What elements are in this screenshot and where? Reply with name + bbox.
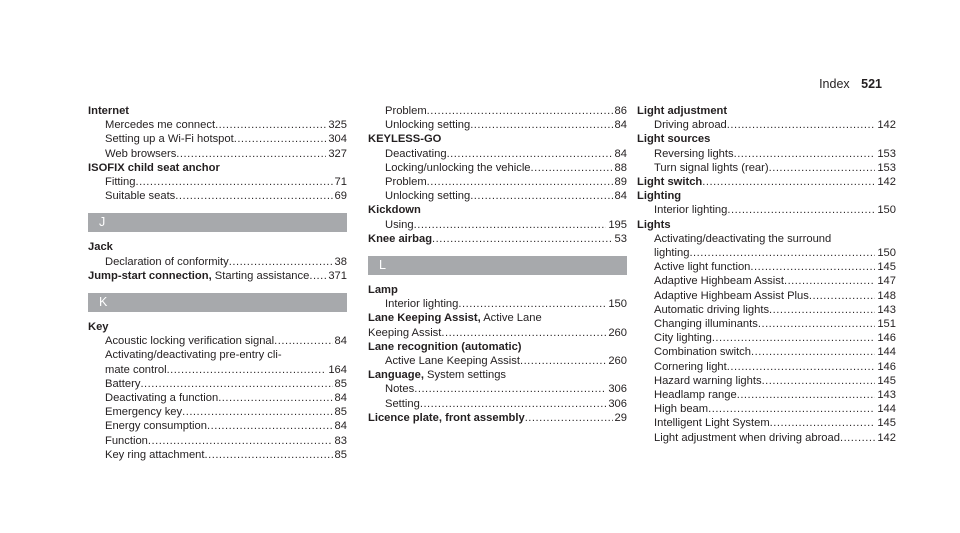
index-entry[interactable]: Headlamp range ..... 143 (637, 388, 896, 402)
index-entry[interactable]: Mercedes me connect ..... 325 (88, 118, 347, 132)
letter-section-bar-l: L (368, 256, 627, 275)
index-entry[interactable]: Interior lighting ..... 150 (637, 203, 896, 217)
index-entry[interactable]: Problem ..... 86 (368, 104, 627, 118)
index-entry[interactable]: Deactivating a function ..... 84 (88, 391, 347, 405)
entry-heading: Lane recognition (automatic) (368, 340, 522, 353)
index-entry[interactable]: City lighting ..... 146 (637, 331, 896, 345)
index-entry-heading-with-page[interactable]: Jump-start connection, Starting assistance ..... 371 (88, 269, 347, 283)
index-entry[interactable]: Emergency key ..... 85 (88, 405, 347, 419)
index-entry[interactable]: Setting ..... 306 (368, 397, 627, 411)
index-entry[interactable]: Hazard warning lights ..... 145 (637, 374, 896, 388)
index-column-1 (88, 104, 347, 462)
entry-heading-with-sub: Language, System settings (368, 369, 507, 382)
index-entry[interactable]: Active Lane Keeping Assist ..... 260 (368, 354, 627, 368)
index-column-3 (637, 104, 896, 445)
index-entry[interactable]: Turn signal lights (rear) ..... 153 (637, 161, 896, 175)
letter-section-bar-k: K (88, 293, 347, 312)
index-entry-heading-with-page[interactable]: Light switch ..... 142 (637, 175, 896, 189)
index-entry[interactable]: Unlocking setting ..... 84 (368, 189, 627, 203)
entry-heading: Key (88, 321, 109, 334)
letter-section-bar-j: J (88, 213, 347, 232)
index-entry[interactable]: Notes ..... 306 (368, 382, 627, 396)
index-entry[interactable]: Interior lighting ..... 150 (368, 297, 627, 311)
index-entry-continued: Activating/deactivating the surround (654, 232, 832, 245)
index-entry[interactable]: Battery ..... 85 (88, 377, 347, 391)
index-entry[interactable]: Adaptive Highbeam Assist Plus ..... 148 (637, 289, 896, 303)
index-entry[interactable]: lighting ..... 150 (637, 246, 896, 260)
index-entry[interactable]: Web browsers ..... 327 (88, 147, 347, 161)
entry-heading: Light sources (637, 133, 711, 146)
index-entry[interactable]: Active light function ..... 145 (637, 260, 896, 274)
index-entry[interactable]: Locking/unlocking the vehicle ..... 88 (368, 161, 627, 175)
index-entry[interactable]: Adaptive Highbeam Assist ..... 147 (637, 274, 896, 288)
index-entry-heading-with-page[interactable]: Licence plate, front assembly ..... 29 (368, 411, 627, 425)
entry-heading: Kickdown (368, 204, 421, 217)
index-entry[interactable]: Unlocking setting ..... 84 (368, 118, 627, 132)
index-entry[interactable]: Fitting ..... 71 (88, 175, 347, 189)
entry-heading: KEYLESS-GO (368, 133, 442, 146)
page-header (819, 77, 882, 91)
index-entry[interactable]: Declaration of conformity ..... 38 (88, 255, 347, 269)
index-entry[interactable]: Deactivating ..... 84 (368, 147, 627, 161)
entry-heading: Internet (88, 105, 130, 117)
index-entry[interactable]: Combination switch ..... 144 (637, 345, 896, 359)
index-entry[interactable]: Using ..... 195 (368, 218, 627, 232)
entry-heading: Light adjustment (637, 105, 728, 117)
index-entry[interactable]: Intelligent Light System ..... 145 (637, 416, 896, 430)
entry-heading: ISOFIX child seat anchor (88, 161, 220, 174)
entry-heading: Lights (637, 218, 671, 231)
entry-heading: Lighting (637, 190, 682, 203)
index-entry[interactable]: Automatic driving lights ..... 143 (637, 303, 896, 317)
entry-heading: Lamp (368, 284, 398, 297)
page-number: 521 (861, 77, 882, 91)
index-entry[interactable]: Key ring attachment ..... 85 (88, 448, 347, 462)
index-entry[interactable]: Reversing lights ..... 153 (637, 147, 896, 161)
entry-heading: Jack (88, 241, 113, 254)
index-entry[interactable]: Suitable seats ..... 69 (88, 189, 347, 203)
index-entry-heading-with-page[interactable]: Knee airbag ..... 53 (368, 232, 627, 246)
index-column-2 (368, 104, 627, 425)
index-entry-continued: Activating/deactivating pre-entry cli- (105, 349, 282, 362)
index-entry[interactable]: Driving abroad ..... 142 (637, 118, 896, 132)
index-entry[interactable]: Cornering light ..... 146 (637, 360, 896, 374)
index-entry[interactable]: Problem ..... 89 (368, 175, 627, 189)
index-entry[interactable]: mate control ..... 164 (88, 363, 347, 377)
header-label: Index (819, 77, 850, 91)
index-entry[interactable]: Changing illuminants ..... 151 (637, 317, 896, 331)
index-entry[interactable]: Function ..... 83 (88, 434, 347, 448)
entry-heading-with-sub: Lane Keeping Assist, Active Lane (368, 312, 542, 325)
index-entry[interactable]: Setting up a Wi-Fi hotspot ..... 304 (88, 132, 347, 146)
index-entry[interactable]: Keeping Assist ..... 260 (368, 326, 627, 340)
index-entry[interactable]: High beam ..... 144 (637, 402, 896, 416)
index-entry[interactable]: Energy consumption ..... 84 (88, 419, 347, 433)
index-entry[interactable]: Light adjustment when driving abroad ..... 142 (637, 431, 896, 445)
index-entry[interactable]: Acoustic locking verification signal ..... 84 (88, 334, 347, 348)
